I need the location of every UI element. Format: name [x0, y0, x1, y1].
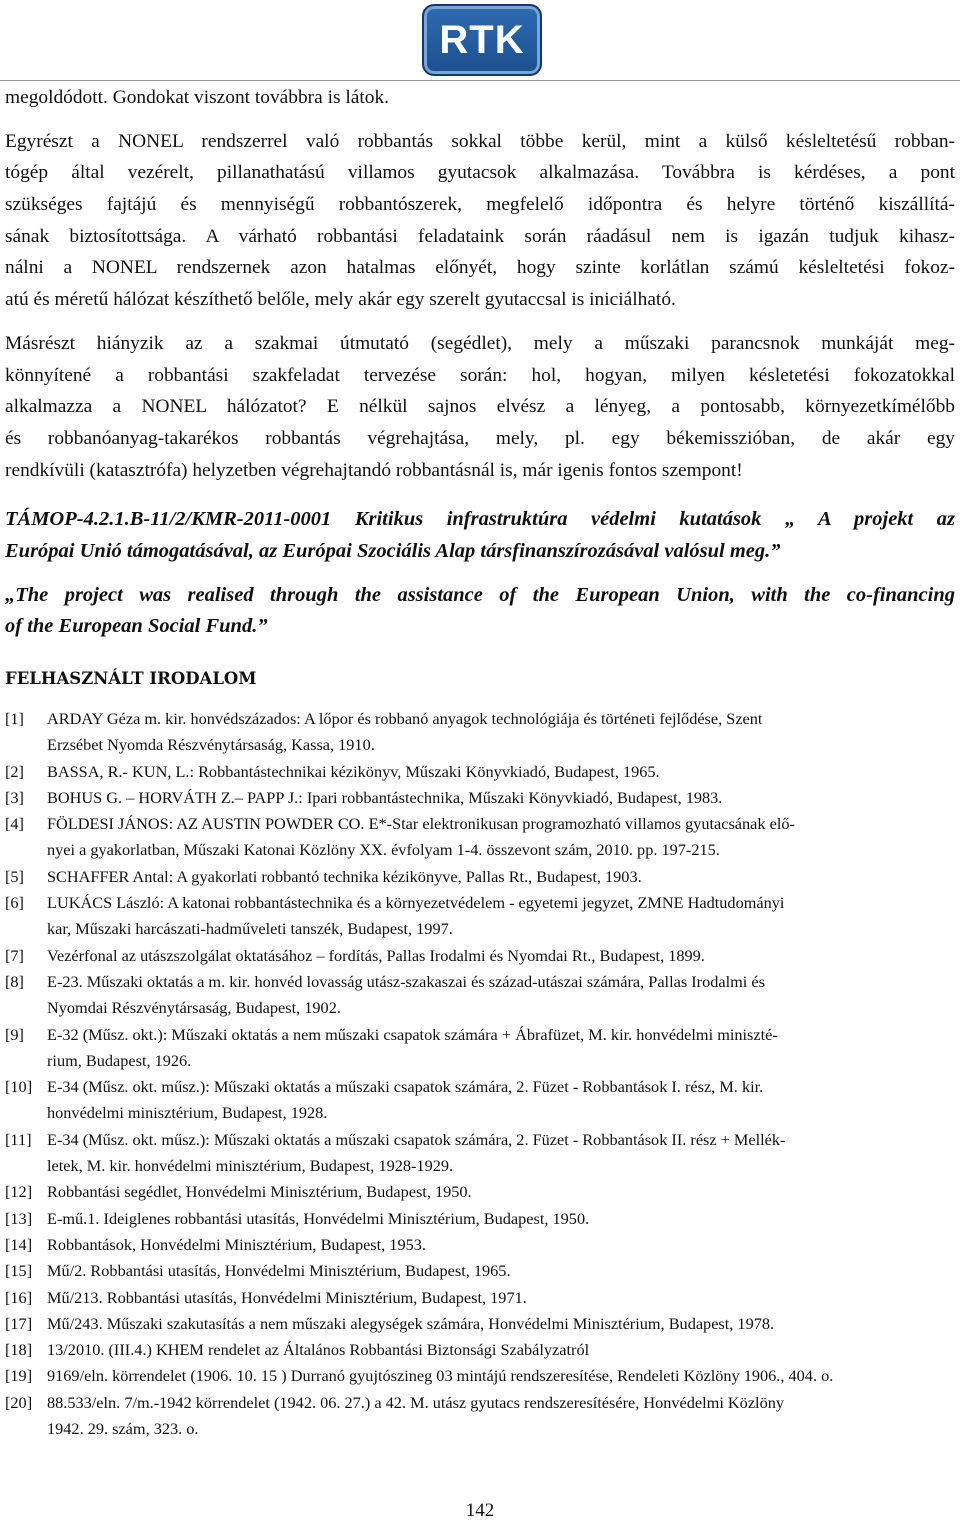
reference-text	[47, 1363, 955, 1389]
text-line: sának biztosítottsága. A várható robbantási feladataink során ráadásul nem is igazán tudjuk kihasz-	[5, 225, 955, 247]
reference-number: [1]	[5, 709, 24, 728]
body-text	[5, 82, 955, 693]
reference-item	[5, 1363, 955, 1389]
reference-line: E-mű.1. Ideiglenes robbantási utasítás, Honvédelmi Minisztérium, Budapest, 1950.	[47, 1208, 590, 1228]
reference-text	[47, 1074, 955, 1127]
header-rule	[0, 80, 960, 81]
reference-item	[5, 1232, 955, 1258]
text-line: könnyítené a robbantási szakfeladat tervezése során: hol, hogyan, milyen késletetési fokozatokkal	[5, 364, 955, 386]
reference-line: letek, M. kir. honvédelmi minisztérium, Budapest, 1928-1929.	[47, 1156, 454, 1176]
reference-item	[5, 785, 955, 811]
text-line: és robbanóanyag-takarékos robbantás végrehajtása, mely, pl. egy békemisszióban, de akár egy	[5, 427, 955, 449]
reference-line: Mű/243. Műszaki szakutasítás a nem műszaki alegységek számára, Honvédelmi Minisztérium, Budapest, 1978.	[47, 1313, 775, 1333]
reference-line: E-34 (Műsz. okt. műsz.): Műszaki oktatás a műszaki csapatok számára, 2. Füzet - Robbantások II. rész + Mellék-	[47, 1129, 786, 1149]
text-line: szükséges fajtájú és mennyiségű robbantószerek, megfelelő időpontra és helyre történő kiszállítá-	[5, 194, 955, 216]
reference-number: [9]	[5, 1024, 24, 1044]
reference-line: Mű/2. Robbantási utasítás, Honvédelmi Minisztérium, Budapest, 1965.	[47, 1261, 511, 1281]
references-list	[5, 706, 955, 1442]
text-line: atú és méretű hálózat készíthető belőle, mely akár egy szerelt gyutaccsal is iniciálható.	[5, 289, 676, 311]
reference-text	[47, 1179, 955, 1205]
reference-number: [11]	[5, 1129, 32, 1149]
reference-line: BOHUS G. – HORVÁTH Z.– PAPP J.: Ipari robbantástechnika, Műszaki Könyvkiadó, Budapest, 1983.	[47, 787, 723, 807]
reference-line: nyei a gyakorlatban, Műszaki Katonai Közlöny XX. évfolyam 1-4. összevont szám, 2010. pp. 197-215.	[47, 840, 720, 860]
reference-item	[5, 1206, 955, 1232]
reference-text	[47, 1390, 955, 1443]
reference-item	[5, 811, 955, 864]
reference-item	[5, 1127, 955, 1180]
reference-text	[47, 1285, 955, 1311]
reference-line: ARDAY Géza m. kir. honvédszázados: A lőpor és robbanó anyagok technológiája és történeti fejlődése, Szent	[47, 709, 763, 728]
reference-item	[5, 1311, 955, 1337]
reference-number: [6]	[5, 893, 24, 913]
acknowledgement-line: Európai Unió támogatásával, az Európai Szociális Alap társfinanszírozásával valósul meg.”	[5, 539, 781, 562]
reference-line: honvédelmi minisztérium, Budapest, 1928.	[47, 1103, 328, 1123]
reference-line: SCHAFFER Antal: A gyakorlati robbantó technika kézikönyve, Pallas Rt., Budapest, 1903.	[47, 866, 642, 886]
acknowledgement-line: of the European Social Fund.”	[5, 615, 268, 638]
logo-text: RTK	[439, 17, 525, 62]
text-line: Egyrészt a NONEL rendszerrel való robbantás sokkal többe kerül, mint a külső késleltetésű robban-	[5, 130, 955, 152]
reference-line: Robbantási segédlet, Honvédelmi Minisztérium, Budapest, 1950.	[47, 1182, 472, 1202]
reference-item	[5, 943, 955, 969]
reference-line: 9169/eln. körrendelet (1906. 10. 15 ) Durranó gyujtószineg 03 mintájú rendszeresítése, Rendeleti Közlöny 1906., 404. o.	[47, 1366, 834, 1386]
reference-number: [16]	[5, 1287, 33, 1307]
reference-item	[5, 1258, 955, 1284]
text-line: alkalmazza a NONEL hálózatot? E nélkül sajnos elvész a lényeg, a pontosabb, környezetkímélőbb	[5, 396, 955, 418]
reference-line: rium, Budapest, 1926.	[47, 1050, 192, 1070]
reference-item	[5, 1074, 955, 1127]
reference-line: E-34 (Műsz. okt. műsz.): Műszaki oktatás a műszaki csapatok számára, 2. Füzet - Robbantások I. rész, M. kir.	[47, 1077, 764, 1097]
reference-text	[47, 1232, 955, 1258]
text-line: megoldódott. Gondokat viszont továbbra is látok.	[5, 87, 389, 108]
reference-number: [8]	[5, 971, 24, 991]
references-heading: FELHASZNÁLT IRODALOM	[5, 669, 257, 688]
text-line: nálni a NONEL rendszernek azon hatalmas előnyét, hogy szinte korlátlan számú késleltetési fokoz-	[5, 257, 955, 279]
reference-number: [4]	[5, 814, 24, 834]
reference-text	[47, 890, 955, 943]
paragraph-gap	[5, 643, 955, 665]
page-number: 142	[465, 1500, 495, 1521]
reference-line: kar, Műszaki harcászati-hadműveleti tanszék, Budapest, 1997.	[47, 919, 453, 939]
reference-item	[5, 1022, 955, 1075]
funding-acknowledgement-en	[5, 580, 955, 643]
reference-text	[47, 1258, 955, 1284]
reference-line: 88.533/eln. 7/m.-1942 körrendelet (1942. 06. 27.) a 42. M. utász gyutacs rendszeresítésére, Honvédelmi Közlöny	[47, 1392, 784, 1412]
paragraph-gap	[5, 114, 955, 126]
reference-line: LUKÁCS László: A katonai robbantástechnika és a környezetvédelem - egyetemi jegyzet, ZMNE Hadtudományi	[47, 893, 785, 913]
reference-line: Vezérfonal az utászszolgálat oktatásához – fordítás, Pallas Irodalmi és Nyomdai Rt., Budapest, 1899.	[47, 945, 705, 965]
reference-number: [17]	[5, 1313, 33, 1333]
reference-number: [20]	[5, 1392, 33, 1412]
reference-text	[47, 1337, 955, 1363]
reference-line: E-23. Műszaki oktatás a m. kir. honvéd lovasság utász-szakaszai és század-utászai számára, Pallas Irodalmi és	[47, 971, 765, 991]
reference-number: [2]	[5, 761, 24, 781]
reference-text	[47, 811, 955, 864]
text-line: Másrészt hiányzik az a szakmai útmutató (segédlet), mely a műszaki parancsnok munkáját meg-	[5, 332, 955, 354]
reference-text	[47, 1127, 955, 1180]
reference-line: FÖLDESI JÁNOS: AZ AUSTIN POWDER CO. E*-Star elektronikusan programozható villamos gyutacsának elő-	[47, 814, 795, 834]
reference-item	[5, 1285, 955, 1311]
reference-text	[47, 706, 955, 759]
text-line: rendkívüli (katasztrófa) helyzetben végrehajtandó robbantásnál is, már igenis fontos szempont!	[5, 459, 743, 481]
reference-line: E-32 (Műsz. okt.): Műszaki oktatás a nem műszaki csapatok számára + Ábrafüzet, M. kir. honvédelmi miniszté-	[47, 1024, 778, 1044]
reference-text	[47, 864, 955, 890]
text-line: tógép által vezérelt, pillanathatású villamos gyutacsok alkalmazása. Továbbra is kérdéses, a pont	[5, 162, 955, 184]
reference-text	[47, 1311, 955, 1337]
rtk-logo	[422, 4, 542, 76]
reference-number: [13]	[5, 1208, 33, 1228]
reference-number: [15]	[5, 1261, 33, 1281]
reference-line: Mű/213. Robbantási utasítás, Honvédelmi Minisztérium, Budapest, 1971.	[47, 1287, 527, 1307]
reference-text	[47, 1206, 955, 1232]
reference-item	[5, 1337, 955, 1363]
paragraph-2	[5, 126, 955, 316]
reference-text	[47, 969, 955, 1022]
reference-number: [5]	[5, 866, 24, 886]
reference-line: Nyomdai Részvénytársaság, Budapest, 1902.	[47, 998, 341, 1018]
acknowledgement-line: TÁMOP-4.2.1.B-11/2/KMR-2011-0001 Kritikus infrastruktúra védelmi kutatások „ A projekt az	[5, 508, 955, 531]
reference-text	[47, 943, 955, 969]
reference-text	[47, 785, 955, 811]
reference-item	[5, 969, 955, 1022]
reference-line: 13/2010. (III.4.) KHEM rendelet az Általános Robbantási Biztonsági Szabályzatról	[47, 1340, 590, 1360]
reference-number: [19]	[5, 1366, 33, 1386]
paragraph-gap	[5, 568, 955, 580]
reference-item	[5, 864, 955, 890]
paragraph-gap	[5, 316, 955, 328]
paragraph-gap	[5, 486, 955, 504]
reference-number: [14]	[5, 1234, 33, 1254]
paragraph-3	[5, 328, 955, 486]
reference-number: [12]	[5, 1182, 33, 1202]
reference-text	[47, 1022, 955, 1075]
reference-number: [7]	[5, 945, 24, 965]
funding-acknowledgement-hu	[5, 504, 955, 567]
acknowledgement-line: „The project was realised through the assistance of the European Union, with the co-financing	[5, 583, 955, 606]
reference-item	[5, 706, 955, 759]
paragraph-1	[5, 82, 955, 114]
reference-item	[5, 890, 955, 943]
reference-item	[5, 1179, 955, 1205]
reference-number: [18]	[5, 1340, 33, 1360]
reference-line: Erzsébet Nyomda Részvénytársaság, Kassa, 1910.	[47, 735, 375, 755]
reference-number: [3]	[5, 787, 24, 807]
reference-text	[47, 759, 955, 785]
reference-number: [10]	[5, 1077, 33, 1097]
reference-line: BASSA, R.- KUN, L.: Robbantástechnikai kézikönyv, Műszaki Könyvkiadó, Budapest, 1965.	[47, 761, 660, 781]
reference-line: Robbantások, Honvédelmi Minisztérium, Budapest, 1953.	[47, 1234, 426, 1254]
reference-item	[5, 1390, 955, 1443]
reference-item	[5, 759, 955, 785]
reference-line: 1942. 29. szám, 323. o.	[47, 1419, 199, 1439]
